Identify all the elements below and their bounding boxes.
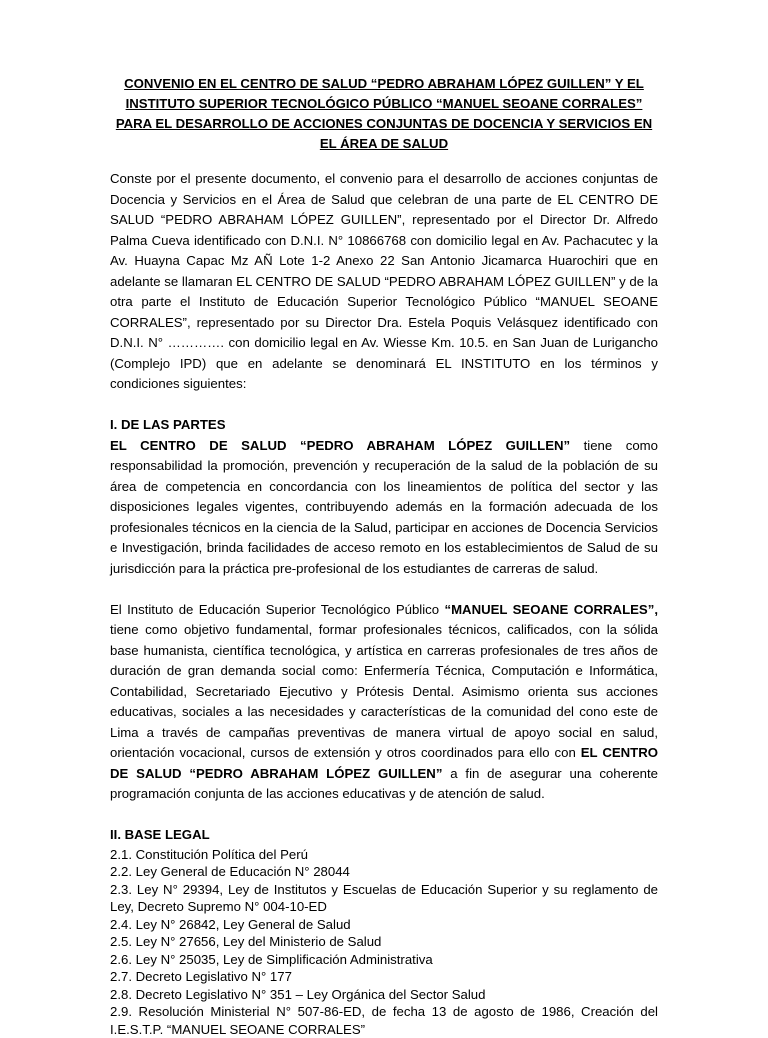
list-item: 2.2. Ley General de Educación N° 28044 (110, 863, 658, 881)
section-1-paragraph-2 (110, 600, 658, 805)
list-item: 2.1. Constitución Política del Perú (110, 846, 658, 864)
paragraph-text: a fin de asegurar una coherente programación conjunta de las acciones educativas y de atención de salud. (110, 766, 658, 802)
paragraph-text: tiene como responsabilidad la promoción, prevención y recuperación de la salud de la población de su área de competencia en concordancia con los lineamientos de política del sector y las disposiciones legales vigentes, contribuyendo además en la formación adecuada de los profesionales técnicos en la ciencia de la Salud, participar en acciones de Docencia Servicios e Investigación, brinda facilidades de acceso remoto en los establecimientos de Salud de su jurisdicción para la práctica pre-profesional de los estudiantes de carreras de salud. (110, 438, 658, 576)
section-2-heading: II. BASE LEGAL (110, 825, 658, 846)
spacer (110, 579, 658, 600)
list-item: 2.9. Resolución Ministerial N° 507-86-ED, de fecha 13 de agosto de 1986, Creación del I.E.S.T.P. “MANUEL SEOANE CORRALES” (110, 1003, 658, 1038)
list-item: 2.5. Ley N° 27656, Ley del Ministerio de Salud (110, 933, 658, 951)
list-item: 2.8. Decreto Legislativo N° 351 – Ley Orgánica del Sector Salud (110, 986, 658, 1004)
list-item: 2.7. Decreto Legislativo N° 177 (110, 968, 658, 986)
centro-de-salud-name: EL CENTRO DE SALUD “PEDRO ABRAHAM LÓPEZ GUILLEN” (110, 745, 658, 781)
section-1-heading: I. DE LAS PARTES (110, 415, 658, 436)
intro-paragraph: Conste por el presente documento, el convenio para el desarrollo de acciones conjuntas de Docencia y Servicios en el Área de Salud que celebran de una parte de EL CENTRO DE SALUD “PEDRO ABRAHAM LÓPEZ GUILLEN”, representado por el Director Dr. Alfredo Palma Cueva identificado con D.N.I. N° 10866768 con domicilio legal en Av. Pachacutec y la Av. Huayna Capac Mz AÑ Lote 1-2 Anexo 22 San Antonio Jicamarca Huarochiri que en adelante se llamaran EL CENTRO DE SALUD “PEDRO ABRAHAM LÓPEZ GUILLEN” y de la otra parte el Instituto de Educación Superior Tecnológico Público “MANUEL SEOANE CORRALES”, representado por su Director Dra. Estela Poquis Velásquez identificado con D.N.I. N° …………. con domicilio legal en Av. Wiesse Km. 10.5. en San Juan de Lurigancho (Complejo IPD) que en adelante se denominará EL INSTITUTO en los términos y condiciones siguientes: (110, 169, 658, 395)
centro-de-salud-name: EL CENTRO DE SALUD “PEDRO ABRAHAM LÓPEZ GUILLEN” (110, 438, 570, 453)
list-item: 2.3. Ley N° 29394, Ley de Institutos y Escuelas de Educación Superior y su reglamento de Ley, Decreto Supremo N° 004-10-ED (110, 881, 658, 916)
spacer (110, 395, 658, 416)
section-1-paragraph-1 (110, 436, 658, 580)
paragraph-text: tiene como objetivo fundamental, formar profesionales técnicos, calificados, con la sólida base humanista, científica tecnológica, y artística en carreras profesionales de tres años de duración de gran demanda social como: Enfermería Técnica, Computación e Informática, Contabilidad, Secretariado Ejecutivo y Prótesis Dental. Asimismo orienta sus acciones educativas, sociales a las necesidades y características de la comunidad del cono este de Lima a través de campañas preventivas de manera virtual de apoyo social en salud, orientación vocacional, cursos de extensión y otros coordinados para ello con (110, 622, 658, 760)
base-legal-list (110, 846, 658, 1038)
list-item: 2.6. Ley N° 25035, Ley de Simplificación Administrativa (110, 951, 658, 969)
document-title: CONVENIO EN EL CENTRO DE SALUD “PEDRO ABRAHAM LÓPEZ GUILLEN” Y EL INSTITUTO SUPERIOR TECNOLÓGICO PÚBLICO “MANUEL SEOANE CORRALES” PARA EL DESARROLLO DE ACCIONES CONJUNTAS DE DOCENCIA Y SERVICIOS EN EL ÁREA DE SALUD (110, 74, 658, 154)
spacer (110, 805, 658, 826)
paragraph-text: El Instituto de Educación Superior Tecnológico Público (110, 602, 444, 617)
instituto-name: “MANUEL SEOANE CORRALES”, (444, 602, 658, 617)
list-item: 2.4. Ley N° 26842, Ley General de Salud (110, 916, 658, 934)
